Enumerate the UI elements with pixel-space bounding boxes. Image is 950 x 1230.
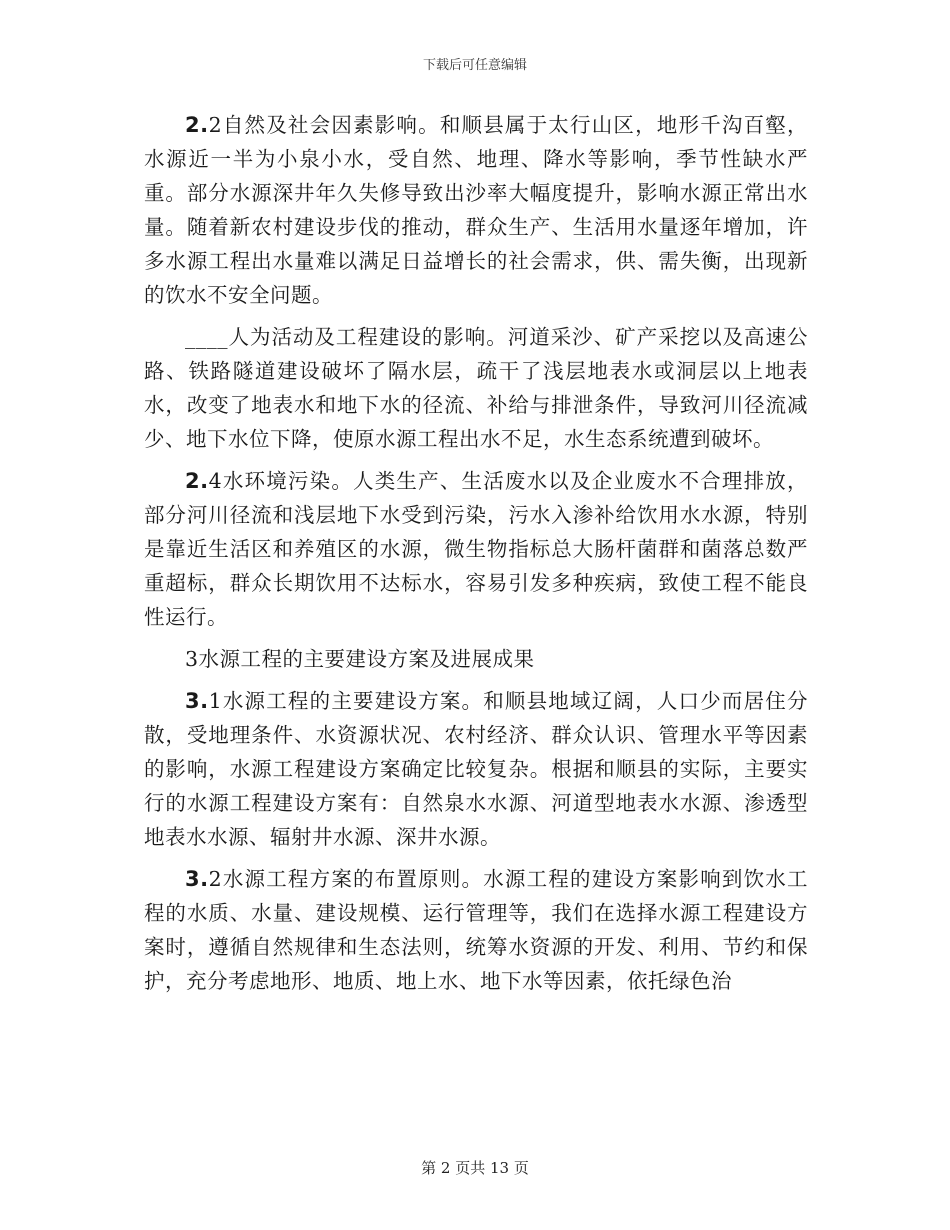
paragraph-2-2 (144, 108, 808, 312)
document-body (144, 108, 808, 998)
paragraph-2-3 (144, 320, 808, 456)
section-number: 3. (185, 867, 209, 891)
paragraph-2-4 (144, 464, 808, 634)
page-header: 下载后可任意编辑 (422, 58, 527, 73)
paragraph-3-1 (144, 684, 808, 854)
paragraph-text: ____人为活动及工程建设的影响。河道采沙、矿产采挖以及高速公路、铁路隧道建设破坏了隔水层，疏干了浅层地表水或洞层以上地表水，改变了地表水和地下水的径流、补给与排泄条件，导致河川径流减少、地下水位下降，使原水源工程出水不足，水生态系统遭到破坏。 (144, 325, 808, 451)
section-number: 3. (185, 689, 209, 713)
section-3-heading (144, 642, 808, 676)
paragraph-3-2 (144, 862, 808, 998)
heading-text: 3水源工程的主要建设方案及进展成果 (185, 647, 535, 671)
section-number: 2. (185, 469, 209, 493)
page-footer: 第 2 页共 13 页 (421, 1159, 529, 1177)
paragraph-text: 1水源工程的主要建设方案。和顺县地域辽阔，人口少而居住分散，受地理条件、水资源状况、农村经济、群众认识、管理水平等因素的影响，水源工程建设方案确定比较复杂。根据和顺县的实际，主要实行的水源工程建设方案有：自然泉水水源、河道型地表水水源、渗透型地表水水源、辐射井水源、深井水源。 (144, 689, 808, 849)
section-number: 2. (185, 113, 209, 137)
paragraph-text: 2水源工程方案的布置原则。水源工程的建设方案影响到饮水工程的水质、水量、建设规模、运行管理等，我们在选择水源工程建设方案时，遵循自然规律和生态法则，统筹水资源的开发、利用、节约和保护，充分考虑地形、地质、地上水、地下水等因素，依托绿色治 (144, 867, 808, 993)
paragraph-text: 2自然及社会因素影响。和顺县属于太行山区，地形千沟百壑，水源近一半为小泉小水，受自然、地理、降水等影响，季节性缺水严重。部分水源深井年久失修导致出沙率大幅度提升，影响水源正常出水量。随着新农村建设步伐的推动，群众生产、生活用水量逐年增加，许多水源工程出水量难以满足日益增长的社会需求，供、需失衡，出现新的饮水不安全问题。 (144, 113, 808, 307)
paragraph-text: 4水环境污染。人类生产、生活废水以及企业废水不合理排放，部分河川径流和浅层地下水受到污染，污水入渗补给饮用水水源，特别是靠近生活区和养殖区的水源，微生物指标总大肠杆菌群和菌落总数严重超标，群众长期饮用不达标水，容易引发多种疾病，致使工程不能良性运行。 (144, 469, 808, 629)
